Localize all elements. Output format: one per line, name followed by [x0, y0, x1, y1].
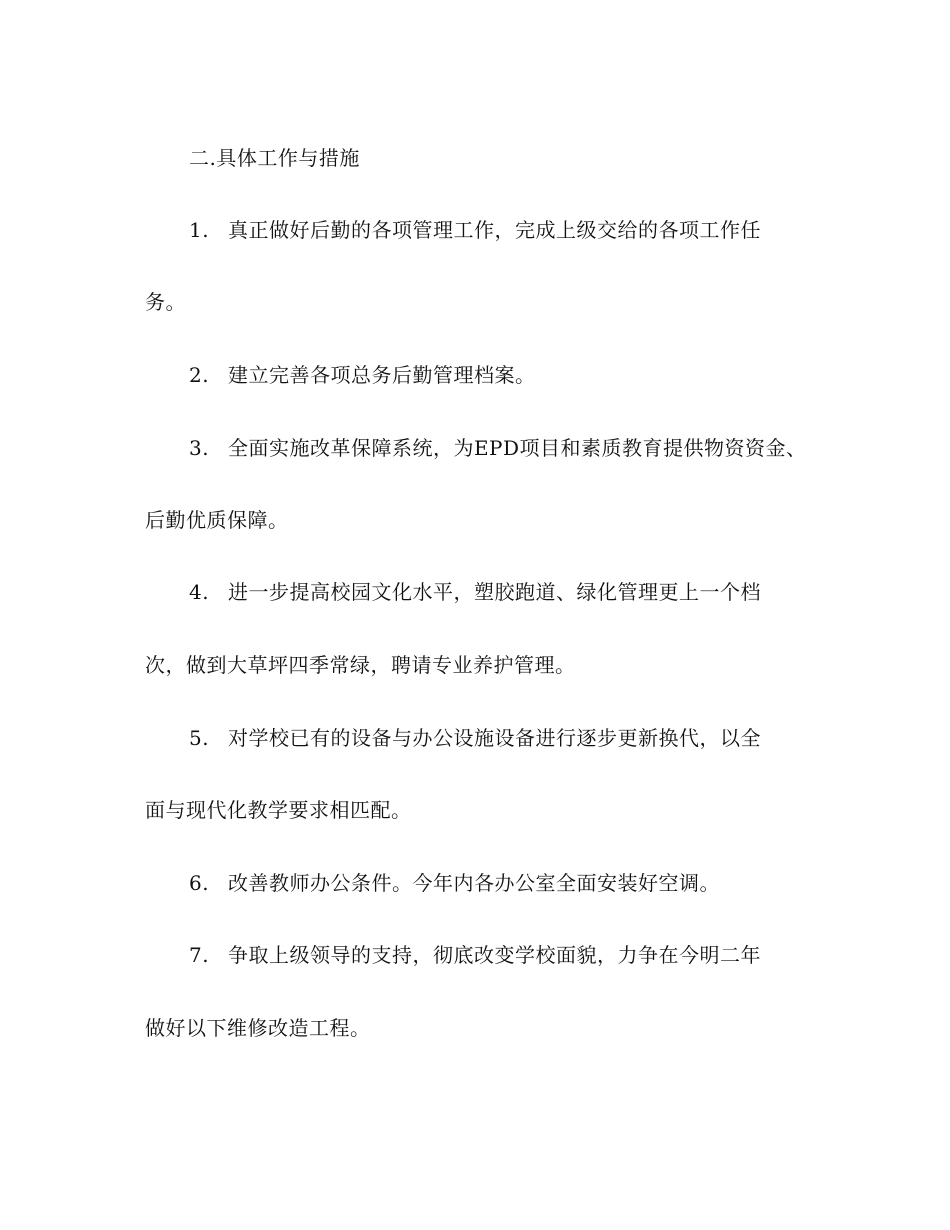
item-number: 6.	[189, 871, 210, 895]
item-text: 进一步提高校园文化水平，塑胶跑道、绿化管理更上一个档	[227, 580, 761, 604]
section-heading: 二.具体工作与措施	[189, 146, 360, 170]
item-number: 2.	[189, 363, 210, 387]
item-text: 改善教师办公条件。今年内各办公室全面安装好空调。	[227, 871, 720, 895]
item-number: 7.	[189, 943, 210, 967]
list-item-2-first-line	[189, 361, 889, 389]
list-item-7-first-line	[189, 941, 889, 969]
item-number: 3.	[189, 436, 210, 460]
list-item-5-continuation: 面与现代化教学要求相匹配。	[145, 798, 412, 822]
list-item-5-first-line	[189, 724, 889, 752]
list-item-6-first-line	[189, 869, 889, 897]
list-item-3-continuation: 后勤优质保障。	[145, 508, 289, 532]
list-item-4-continuation: 次，做到大草坪四季常绿，聘请专业养护管理。	[145, 653, 576, 677]
list-item-1-first-line	[189, 216, 889, 244]
list-item-1-continuation: 务。	[145, 290, 186, 314]
item-text: 对学校已有的设备与办公设施设备进行逐步更新换代，以全	[227, 726, 761, 750]
item-text: 全面实施改革保障系统，为EPD项目和素质教育提供物资资金、	[227, 436, 807, 460]
list-item-3-first-line	[189, 434, 889, 462]
item-number: 4.	[189, 580, 210, 604]
item-text: 真正做好后勤的各项管理工作，完成上级交给的各项工作任	[227, 218, 761, 242]
item-text: 争取上级领导的支持，彻底改变学校面貌，力争在今明二年	[227, 943, 761, 967]
item-text: 建立完善各项总务后勤管理档案。	[227, 363, 536, 387]
list-item-4-first-line	[189, 578, 889, 606]
item-number: 1.	[189, 218, 210, 242]
list-item-7-continuation: 做好以下维修改造工程。	[145, 1016, 371, 1040]
item-number: 5.	[189, 726, 210, 750]
